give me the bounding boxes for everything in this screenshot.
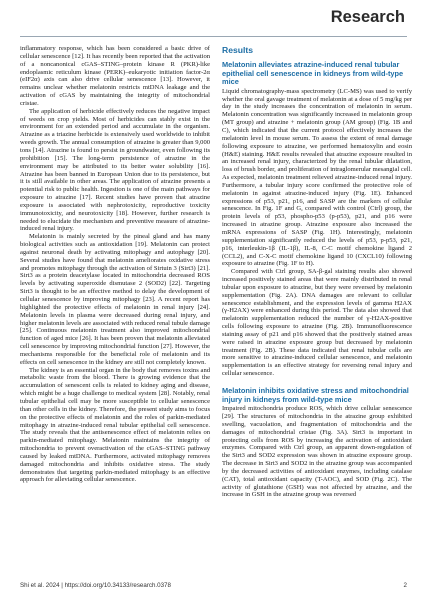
subsection-title: Melatonin inhibits oxidative stress and mitochondrial injury in kidneys from wild-type mice (222, 386, 409, 404)
page-footer (20, 582, 407, 592)
body-paragraph: Compared with Ctrl group, SA-β-gal staining results also showed increased positively stained areas that were mainly distributed in renal tubular upon exposure to atrazine, but they were reversed by melatonin supplementation (Fig. 2A). DNA damages are relevant to cellular senescence establishment, and the expression levels of gamma H2AX (γ-H2AX) were enhanced during this period. The data also showed that melatonin supplementation reduced the number of γ-H2AX-positive cells following exposure to atrazine (Fig. 2B). Immunofluorescence staining assay of p21 and p16 showed that the positively stained areas were raised in atrazine exposure group but decreased by melatonin treatment (Fig. 2B). These data indicated that renal tubular cells are more sensitive to atrazine-induced cellular senescence, and melatonin supplementation is an effective strategy for reversing renal injury and cellular senescence. (222, 268, 412, 378)
body-paragraph: Impaired mitochondria produce ROS, which drive cellular senescence [29]. The structures of mitochondria in the atrazine group exhibited swelling, vacuolation, and fragmentation of mitochondria and the damages of mitochondrial cristae (Fig. 3A). Sirt3 is important in protecting cells from ROS by increasing the activation of antioxidant enzymes. Compared with Ctrl group, an apparent down-regulation of the Sirt3 and SOD2 expression was shown in atrazine exposure group. The decrease in Sirt3 and SOD2 in the atrazine group was accompanied by the decreased activities of antioxidant enzymes, including catalase (CAT), total antioxidant capacity (T-AOC), and SOD (Fig. 2C). The activity of glutathione (GSH) was not affected by atrazine, and the increase in GSH in the atrazine group was reversed (222, 405, 412, 499)
page-number: 2 (403, 582, 407, 589)
body-paragraph: The application of herbicide effectively reduces the negative impact of weeds on crop yields. Most of herbicides can stably exist in the environment for an extended period and accumulate in the organism. Atrazine as a triazine herbicide is extensively used worldwide to inhibit weeds growth. The annual consumption of atrazine is greater than 9,000 tons [14]. Atrazine is found to persist in groundwater, even following its prohibition [15]. The long-term persistence of atrazine in the environment may be attributed to its better water solubility [16]. Atrazine has been banned in European Union due to its persistence, but it is still available in other areas. The application of atrazine presents a potential risk to public health. Ingestion is one of the main pathways for exposure to atrazine [17]. Recent studies have proven that atrazine exposure is associated with nephrotoxicity, reproductive toxicity immunotoxicity, and neurotoxicity [18]. However, further research is needed to elucidate the mechanism and preventive measure of atrazine-induced renal injury. (20, 107, 210, 233)
body-paragraph: Liquid chromatography-mass spectrometry (LC-MS) was used to verify whether the oral gavage treatment of melatonin at a dose of 5 mg/kg per day in the study increases the concentration of melatonin in serum. Melatonin concentration was significantly increased in melatonin group (MT group) and atrazine + melatonin group (AM group) (Fig. 1B and C), which indicated that the current protocol effectively increases the melatonin level in mouse serum. To assess the extent of renal damage following exposure to atrazine, we performed hematoxylin and eosin (H&E) staining. H&E results revealed that atrazine exposure resulted in an increased renal injury, characterized by the renal tubular dilatation, loss of brush border, and proliferation of intraglomerular mesangial cell. As expected, melatonin treatment relieved atrazine-induced renal injury. Furthermore, a tubular injury score confirmed the protective role of melatonin in against atrazine-induced injury (Fig. 1E). Enhanced expressions of p53, p21, p16, and SASP are the markers of cellular senescence. In Fig. 1F and G, compared with control (Ctrl) group, the protein levels of p53, phospho-p53 (p-p53), p21, and p16 were increased in atrazine group. Atrazine exposure also increased the mRNA expressions of SASP (Fig. 1H). Interestingly, melatonin supplementation significantly reduced the levels of p53, p-p53, p21, p16, interleukin-1β (IL-1β), IL-8, C-C motif chemokine ligand 2 (CCL2), and C-X-C motif chemokine ligand 10 (CXCL10) following exposure to atrazine (Fig. 1F to H). (222, 87, 412, 268)
header-divider (20, 36, 407, 37)
subsection-title: Melatonin alleviates atrazine-induced renal tubular epithelial cell senescence in kidneys from wild-type mice (222, 60, 404, 87)
citation: Shi et al. 2024 | https://doi.org/10.34133/research.0378 (20, 582, 171, 589)
section-title: Results (222, 45, 254, 55)
body-paragraph: The kidney is an essential organ in the body that removes toxins and metabolic waste from the blood. There is growing evidence that the accumulation of senescent cells is related to kidney aging and disease, which might be a huge challenge to medical system [28]. Notably, renal tubular epithelial cell may be more susceptible to cellular senescence than other cells in the kidney. Therefore, the present study aims to focus on the protective effects of melatonin and the roles of parkin-mediated mitophagy in atrazine-induced renal tubular epithelial cell senescence. The study reveals that the antisenescence effect of melatonin relies on parkin-mediated mitophagy. Melatonin maintains the integrity of mitochondria to prevent overactivation of the cGAS–STING pathway caused by leaked mtDNA. Furthermore, activated mitophagy removes damaged mitochondria and inhibits oxidative stress. The study demonstrates that targeting parkin-mediated mitophagy is an effective approach for alleviating cellular senescence. (20, 366, 210, 484)
body-paragraph: inflammatory response, which has been considered a basic drive of cellular senescence [12]. It has recently been reported that the activation of a noncanonical cGAS–STING–protein kinase R (PKR)-like endoplasmic reticulum kinase (PERK)–eukaryotic initiation factor-2α (eIF2α) axis can also drive cellular senescence [13]. However, it remains unclear whether melatonin restricts mtDNA leakage and the activation of cGAS by maintaining the integrity of mitochondrial cristae. (20, 45, 210, 107)
right-column (222, 45, 412, 499)
body-paragraph: Melatonin is mainly secreted by the pineal gland and has many biological activities such as antioxidation [19]. Melatonin can protect against neuronal death by activating mitophagy and autophagy [20]. Several studies have found that melatonin ameliorates oxidative stress and promotes mitophagy through the activation of Sirtuin 3 (Sirt3) [21]. Sirt3 as a protein deacetylase located in mitochondria decreased ROS levels by activating superoxide dismutase 2 (SOD2) [22]. Targeting Sirt3 is thought to be an effective method to delay the development of cellular senescence by improving mitophagy [23]. A recent report has highlighted the protective effects of melatonin in renal injury [24]. Melatonin levels in plasma were decreased during renal injury, and higher melatonin levels are associated with reduced renal tubule damage [25]. Continuous melatonin treatment also improved mitochondrial function of aged mice [26]. It has been proven that melatonin alleviated cell senescence by improving mitochondrial function [27]. However, the mechanisms responsible for the beneficial role of melatonin and its effects on cell senescence in the kidney are still not completely known. (20, 233, 210, 366)
left-column (20, 45, 210, 484)
journal-name: Research (330, 8, 405, 26)
page-header (0, 0, 427, 42)
